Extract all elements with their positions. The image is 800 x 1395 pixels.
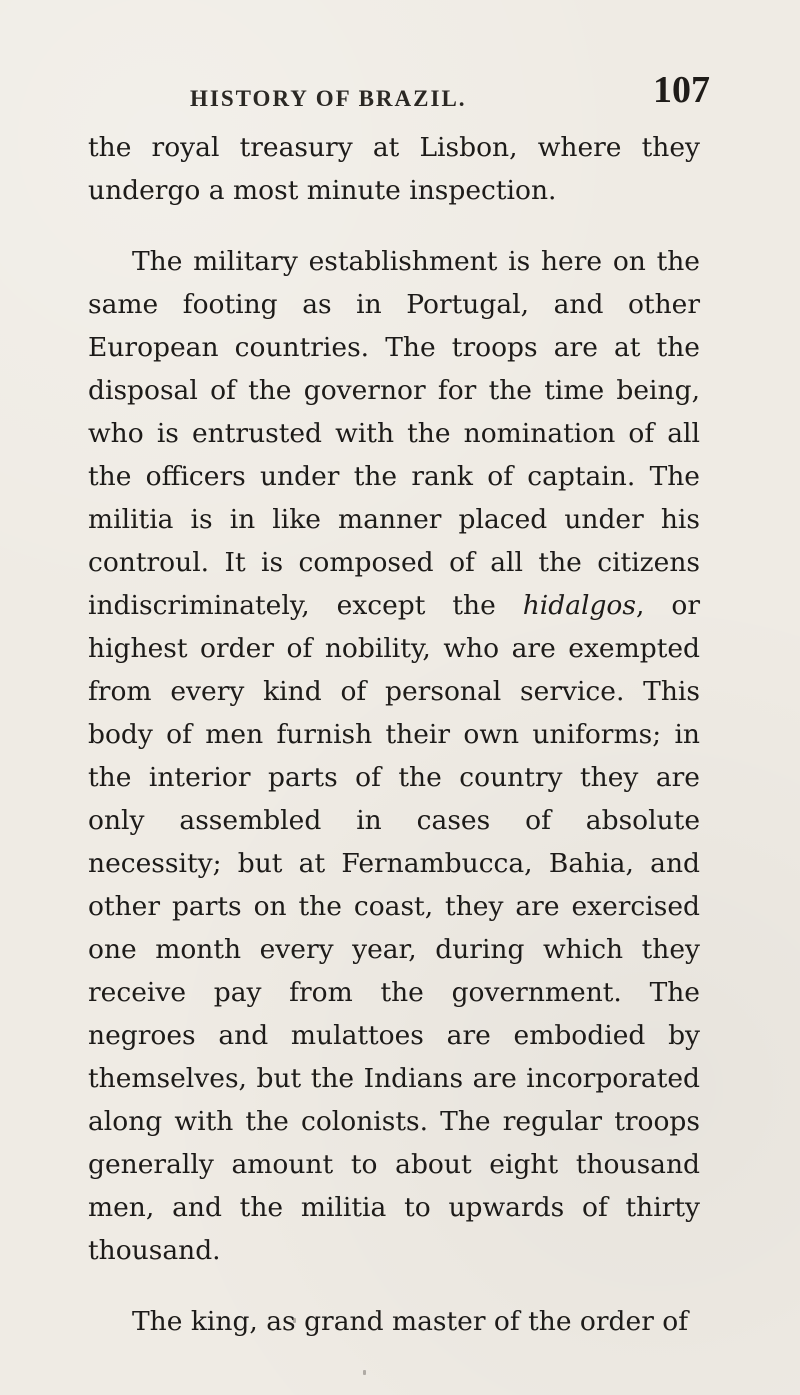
body-text [88, 126, 700, 1343]
paragraph-2 [88, 240, 700, 1272]
running-head [190, 68, 710, 120]
print-mark [363, 1370, 366, 1375]
paragraph-2-text-part-1: The military establishment is here on the same footing as in Portugal, and other European countries. The troops are at the disposal of the governor for the time being, who is entrusted with the nomination of all the officers under the rank of captain. The militia is in like manner placed under his controul. It is composed of all the citizens indiscriminately, except the [88, 246, 700, 621]
page-number: 107 [653, 69, 710, 111]
print-mark [293, 1318, 296, 1323]
paragraph-3: The king, as grand master of the order of [132, 1306, 689, 1337]
running-title: HISTORY OF BRAZIL. [190, 86, 467, 111]
paragraph-2-italic-word: hidalgos [522, 590, 636, 621]
paragraph-1: the royal treasury at Lisbon, where they undergo a most minute inspection. [88, 132, 700, 206]
paragraph-2-text-part-2: , or highest order of nobility, who are exempted from every kind of personal service. This body of men furnish their own uniforms; in the interior parts of the country they are only assembled in cases of absolute necessity; but at Fernambucca, Bahia, and other parts on the coast, they are exercised one month every year, during which they receive pay from the government. The negroes and mulattoes are embodied by themselves, but the Indians are incorporated along with the colonists. The regular troops generally amount to about eight thousand men, and the militia to upwards of thirty thousand. [88, 590, 700, 1266]
